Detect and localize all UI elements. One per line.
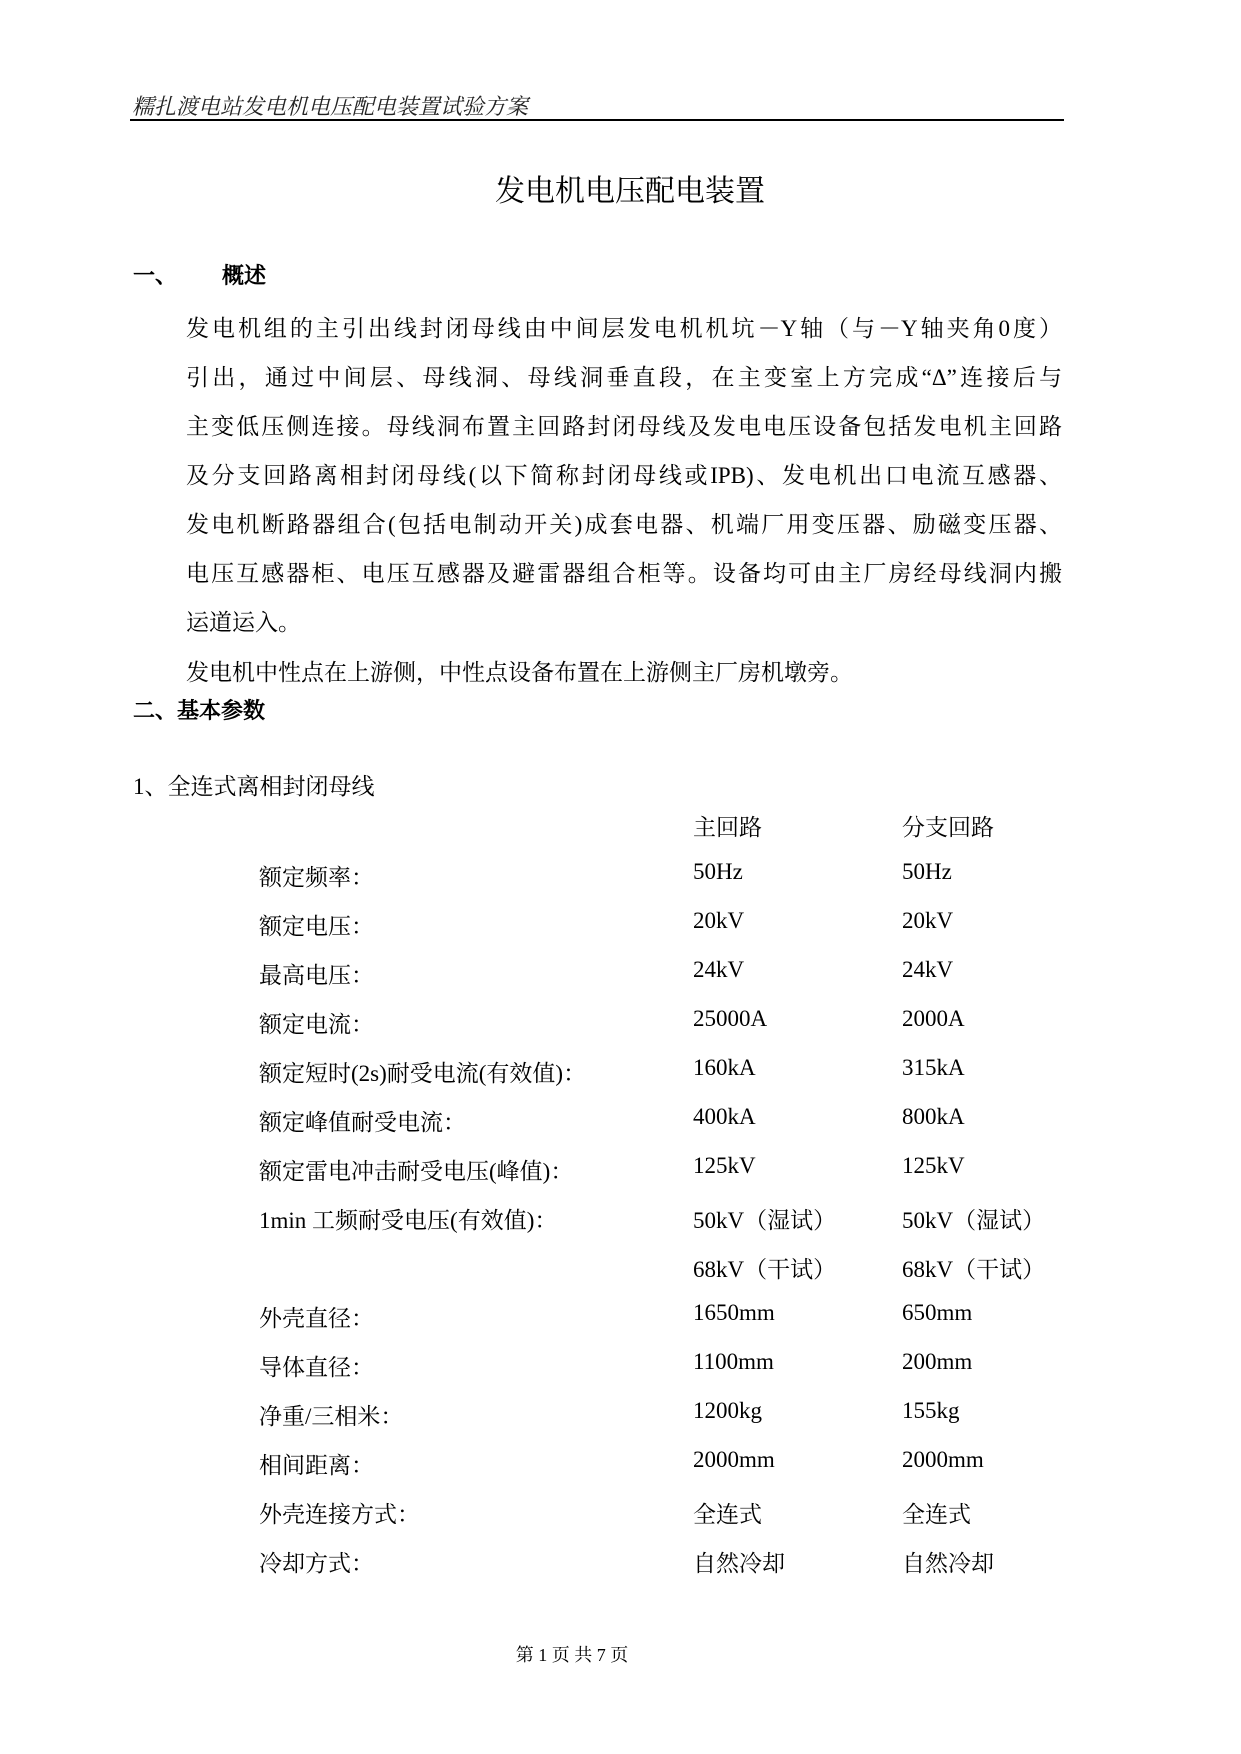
branch-circuit-value: 20kV (902, 908, 954, 933)
main-circuit-value: 24kV (693, 957, 745, 982)
main-circuit-value: 400kA (693, 1104, 756, 1129)
main-circuit-value: 160kA (693, 1055, 756, 1080)
paragraph-line: 主变低压侧连接。母线洞布置主回路封闭母线及发电电压设备包括发电机主回路 (186, 414, 1062, 439)
paragraph-line: 发电机断路器组合(包括电制动开关)成套电器、机端厂用变压器、励磁变压器、 (186, 512, 1062, 537)
branch-circuit-value: 50kV（湿试） (902, 1208, 1046, 1233)
param-label: 额定短时(2s)耐受电流(有效值)： (259, 1061, 587, 1086)
branch-circuit-value: 自然冷却 (902, 1551, 994, 1576)
section1-number: 一、 (133, 263, 178, 288)
header-rule (130, 119, 1064, 121)
branch-circuit-value: 50Hz (902, 859, 952, 884)
param-label: 1min 工频耐受电压(有效值)： (259, 1208, 558, 1233)
param-label: 导体直径： (259, 1355, 374, 1380)
main-circuit-value: 25000A (693, 1006, 768, 1031)
paragraph-line: 及分支回路离相封闭母线(以下简称封闭母线或IPB)、发电机出口电流互感器、 (186, 463, 1062, 488)
branch-circuit-value: 125kV (902, 1153, 965, 1178)
branch-circuit-value: 2000A (902, 1006, 965, 1031)
branch-circuit-value: 650mm (902, 1300, 973, 1325)
paragraph-neutral-point: 发电机中性点在上游侧，中性点设备布置在上游侧主厂房机墩旁。 (186, 660, 853, 685)
main-circuit-value: 1650mm (693, 1300, 775, 1325)
main-circuit-value: 2000mm (693, 1447, 775, 1472)
paragraph-line: 引出，通过中间层、母线洞、母线洞垂直段，在主变室上方完成“Δ”连接后与 (186, 365, 1062, 390)
section1-heading: 概述 (222, 263, 267, 288)
branch-circuit-value: 200mm (902, 1349, 973, 1374)
main-circuit-value: 全连式 (693, 1502, 762, 1527)
main-circuit-value: 50Hz (693, 859, 743, 884)
param-label: 净重/三相米： (259, 1404, 404, 1429)
page-title: 发电机电压配电装置 (495, 175, 765, 208)
main-circuit-value: 1200kg (693, 1398, 762, 1423)
column-header-main: 主回路 (693, 815, 762, 840)
param-label: 冷却方式： (259, 1551, 374, 1576)
branch-circuit-value: 24kV (902, 957, 954, 982)
param-label: 额定雷电冲击耐受电压(峰值)： (259, 1159, 574, 1184)
branch-circuit-value: 315kA (902, 1055, 965, 1080)
branch-circuit-value: 800kA (902, 1104, 965, 1129)
main-circuit-value: 68kV（干试） (693, 1257, 837, 1282)
main-circuit-value: 20kV (693, 908, 745, 933)
param-label: 额定频率： (259, 865, 374, 890)
param-label: 相间距离： (259, 1453, 374, 1478)
paragraph-line: 运道运入。 (186, 610, 301, 635)
running-header: 糯扎渡电站发电机电压配电装置试验方案 (132, 94, 529, 119)
branch-circuit-value: 155kg (902, 1398, 960, 1423)
subsection-heading: 1、全连式离相封闭母线 (133, 774, 375, 799)
branch-circuit-value: 全连式 (902, 1502, 971, 1527)
param-label: 外壳连接方式： (259, 1502, 420, 1527)
param-label: 额定电压： (259, 914, 374, 939)
main-circuit-value: 125kV (693, 1153, 756, 1178)
param-label: 外壳直径： (259, 1306, 374, 1331)
paragraph-line: 发电机组的主引出线封闭母线由中间层发电机机坑－Y轴（与－Y轴夹角0度） (186, 316, 1062, 341)
branch-circuit-value: 2000mm (902, 1447, 984, 1472)
param-label: 额定峰值耐受电流： (259, 1110, 466, 1135)
paragraph-line: 电压互感器柜、电压互感器及避雷器组合柜等。设备均可由主厂房经母线洞内搬 (186, 561, 1062, 586)
param-label: 最高电压： (259, 963, 374, 988)
page-footer: 第 1 页 共 7 页 (515, 1645, 629, 1665)
branch-circuit-value: 68kV（干试） (902, 1257, 1046, 1282)
column-header-branch: 分支回路 (902, 815, 994, 840)
section2-heading: 二、基本参数 (133, 698, 266, 723)
main-circuit-value: 50kV（湿试） (693, 1208, 837, 1233)
main-circuit-value: 1100mm (693, 1349, 774, 1374)
param-label: 额定电流： (259, 1012, 374, 1037)
main-circuit-value: 自然冷却 (693, 1551, 785, 1576)
